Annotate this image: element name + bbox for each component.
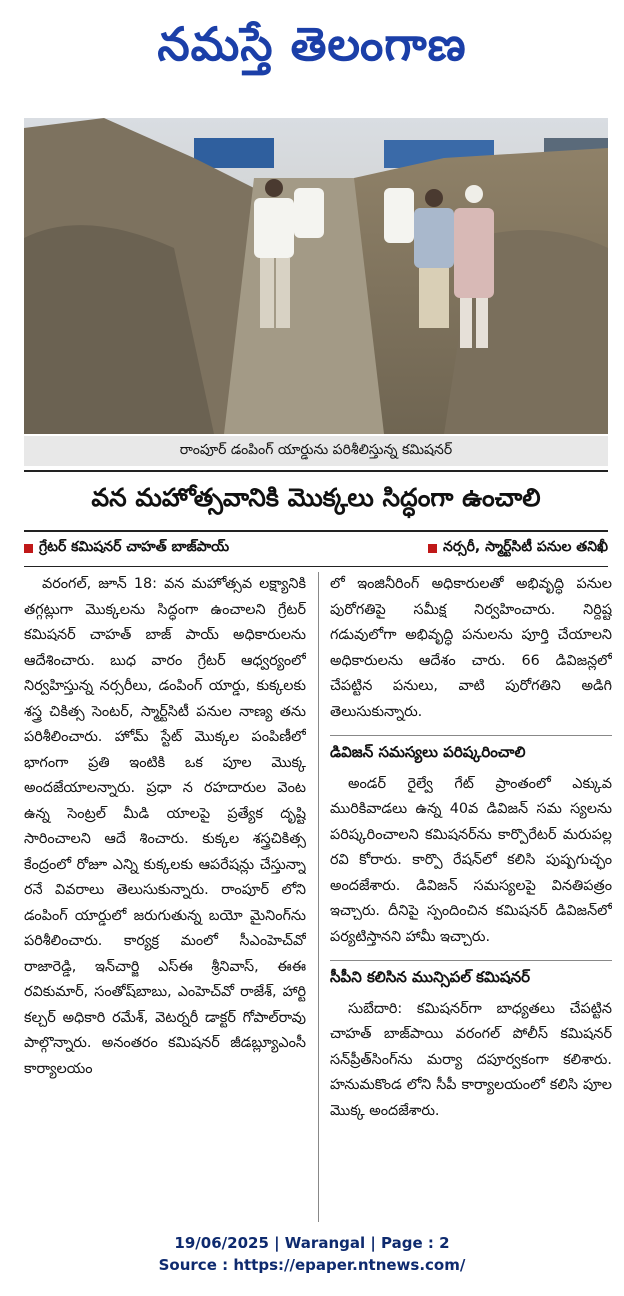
footer-source-link[interactable]: Source : https://epaper.ntnews.com/ (158, 1256, 466, 1274)
headline-text: వన మహోత్సవానికి మొక్కలు సిద్ధంగా ఉంచాలి (91, 483, 541, 512)
square-bullet-icon (428, 544, 437, 553)
subheadline-2 (428, 539, 608, 558)
subheadline-2-text: నర్సరీ, స్మార్ట్‌సిటీ పనుల తనిఖీ (443, 538, 608, 555)
photo-caption-text: రాంపూర్ డంపింగ్ యార్డును పరిశీలిస్తున్న కమిషనర్ (179, 441, 453, 458)
column-divider (318, 572, 319, 1222)
article-headline (24, 472, 608, 530)
article-body-paragraph: వరంగల్, జూన్ 18: వన మహోత్సవ లక్ష్యానికి తగ్గట్లుగా మొక్కలను సిద్ధంగా ఉంచాలని గ్రేటర్ కమిషనర్ చాహత్ బాజ్ పాయ్ అధికారులను ఆదేశించారు. బుధ వారం గ్రేటర్ ఆధ్వర్యంలో నిర్వహిస్తున్న నర్సరీలు, డంపింగ్ యార్డు, కుక్కలకు శస్త్ర చికిత్స సెంటర్, స్మార్ట్‌సిటీ పనుల నాణ్య తను పరిశీలించారు. హోమ్ స్టేట్ మొక్కల పంపిణీలో భాగంగా ప్రతి ఇంటికి ఒక పూల మొక్క అందజేయాలన్నారు. ప్రధా న రహదారుల వెంట ఉన్న సెంట్రల్ మీడి యాలపై ప్రత్యేక దృష్టి సారించాలని ఆదే శించారు. కుక్కల శస్త్రచికిత్స కేంద్రంలో రోజూ ఎన్ని కుక్కలకు ఆపరేషన్లు చేస్తున్నా రనే వివరాలు తెలుసుకున్నారు. రాంపూర్ లోని డంపింగ్ యార్డులో జరుగుతున్న బయో మైనింగ్‌ను పరిశీలించారు. కార్యక్ర మంలో సీఎంహెచ్‌వో రాజారెడ్డి, ఇన్‌చార్జి ఎస్ఈ శ్రీనివాస్, ఈఈ రవికుమార్, సంతోష్‌బాబు, ఎంహెచ్‌వో రాజేశ్, హార్టి కల్చర్ అధికారి రమేశ్, వెటర్నరీ డాక్టర్ గోపాల్‌రావు పాల్గొన్నారు. అనంతరం కమిషనర్ జీడబ్ల్యూఎంసీ కార్యాలయం (24, 576, 306, 1077)
square-bullet-icon (24, 544, 33, 553)
subheadline-1 (24, 539, 229, 558)
section-body-cp-meeting: సుబేదారి: కమిషనర్‌గా బాధ్యతలు చేపట్టిన చాహత్ బాజ్‌పాయి వరంగల్ పోలీస్ కమిషనర్ సన్‌ప్రీత్‌సింగ్‌ను మర్యా దపూర్వకంగా కలిశారు. హనుమకొండ లోని సీపీ కార్యాలయంలో కలిసి పూల మొక్క అందజేశారు. (330, 1000, 612, 1119)
article-right-column (330, 572, 612, 1232)
newspaper-title: నమస్తే తెలంగాణ (157, 17, 467, 71)
section-heading-division-issues: డివిజన్ సమస్యలు పరిష్కరించాలి (330, 735, 612, 766)
news-photo (24, 118, 608, 434)
photo-caption (24, 436, 608, 466)
footer-edition-info: 19/06/2025 | Warangal | Page : 2 (174, 1234, 450, 1252)
masthead (0, 0, 624, 100)
subheadline-row (24, 532, 608, 564)
article-left-column (24, 572, 306, 1232)
dumping-yard-photo-illustration (24, 118, 608, 434)
section-heading-cp-meeting: సీపీని కలిసిన మున్సిపల్ కమిషనర్ (330, 960, 612, 991)
section-body-division-issues: అండర్ రైల్వే గేట్ ప్రాంతంలో ఎక్కువ మురికివాడలు ఉన్న 40వ డివిజన్ సమ స్యలను పరిష్కరించాలని కమిషనర్‌ను కార్పొరేటర్ మరుపల్ల రవి కోరారు. కార్పొ రేషన్‌లో కలిసి పుష్పగుచ్ఛం అందజేశారు. డివిజన్ సమస్యలపై వినతిపత్రం ఇచ్చారు. దీనిపై స్పందించిన కమిషనర్ డివిజన్‌లో పర్యటిస్తానని హామీ ఇచ్చారు. (330, 775, 612, 945)
subheadline-rule (24, 566, 608, 567)
article-continuation-paragraph: లో ఇంజినీరింగ్ అధికారులతో అభివృద్ధి పనుల పురోగతిపై సమీక్ష నిర్వహించారు. నిర్దిష్ట గడువులోగా అభివృద్ధి పనులను పూర్తి చేయాలని అధికారులను ఆదేశం చారు. 66 డివిజన్లలో చేపట్టిన పనులు, వాటి పురోగతిని అడిగి తెలుసుకున్నారు. (330, 576, 612, 720)
subheadline-1-text: గ్రేటర్ కమిషనర్ చాహత్ బాజ్‌పాయ్ (39, 538, 230, 555)
